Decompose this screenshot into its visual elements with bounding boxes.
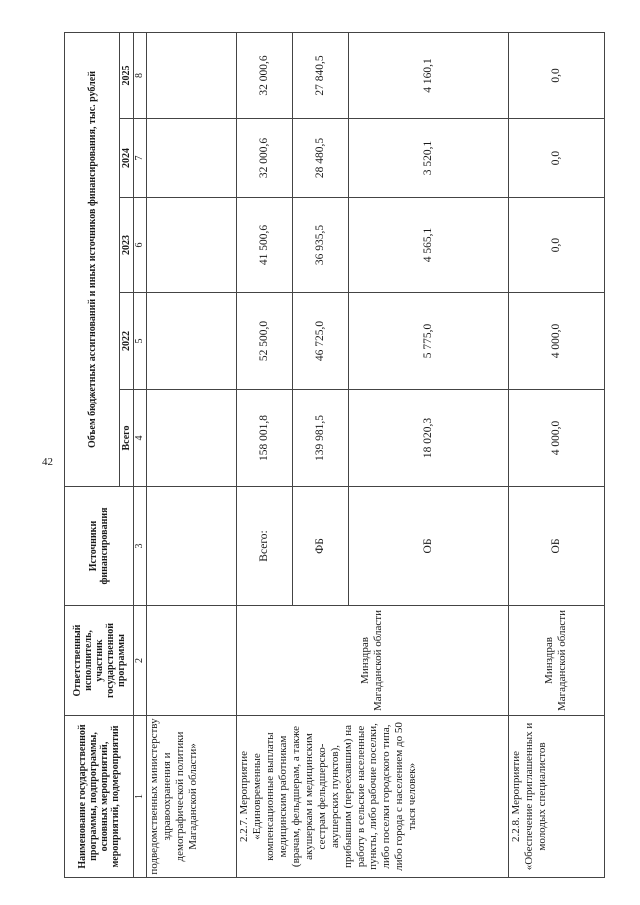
value-227-total-2024: 32 000,6	[236, 119, 292, 198]
value-227-total-2022: 52 500,0	[236, 293, 292, 390]
value-228-2025: 0,0	[508, 32, 604, 118]
value-227-ob-2024: 3 520,1	[348, 119, 508, 198]
rotated-table-container	[64, 33, 602, 878]
source-227-total: Всего:	[236, 487, 292, 606]
table-row-228	[508, 32, 604, 877]
empty-cell	[146, 293, 236, 390]
value-228-2022: 4 000,0	[508, 293, 604, 390]
value-227-ob-2025: 4 160,1	[348, 32, 508, 118]
value-227-total-2025: 32 000,6	[236, 32, 292, 118]
value-227-total-all: 158 001,8	[236, 390, 292, 487]
page-number: 42	[42, 456, 53, 468]
table-row-continuation	[146, 32, 236, 877]
source-227-fb: ФБ	[292, 487, 348, 606]
column-number: 1	[134, 716, 147, 878]
value-227-fb-2022: 46 725,0	[292, 293, 348, 390]
header-funding-source: Источники финансирования	[65, 487, 134, 606]
value-227-fb-2024: 28 480,5	[292, 119, 348, 198]
column-number: 8	[134, 32, 147, 118]
value-228-2023: 0,0	[508, 198, 604, 293]
executor-228: Минздрав Магаданской области	[508, 606, 604, 716]
header-funding-group: Объем бюджетных ассигнований и иных источников финансирования, тыс. рублей	[65, 32, 120, 486]
empty-cell	[146, 119, 236, 198]
source-227-ob: ОБ	[348, 487, 508, 606]
value-227-total-2023: 41 500,6	[236, 198, 292, 293]
header-year-total: Всего	[120, 390, 134, 487]
value-227-fb-2025: 27 840,5	[292, 32, 348, 118]
column-number: 7	[134, 119, 147, 198]
program-name-227: 2.2.7. Мероприятие «Единовременные компенсационные выплаты медицинским работникам (врачам, фельдшерам, а также акушеркам и медицинским сестрам фельдшерско-акушерских пунктов), прибывшим (переехавшим) на работу в сельские населенные пункты, либо рабочие поселки, либо поселки городского типа, либо города с населением до 50 тыся человек»	[236, 716, 508, 878]
value-227-ob-2022: 5 775,0	[348, 293, 508, 390]
column-number: 3	[134, 487, 147, 606]
empty-cell	[146, 198, 236, 293]
header-year-2022: 2022	[120, 293, 134, 390]
column-number: 2	[134, 606, 147, 716]
program-name-continuation: подведомственных министерству здравоохранения и демографической политики Магаданской области»	[146, 716, 236, 878]
header-executor: Ответственный исполнитель, участник государственной программы	[65, 606, 134, 716]
column-number: 5	[134, 293, 147, 390]
value-228-2024: 0,0	[508, 119, 604, 198]
source-228: ОБ	[508, 487, 604, 606]
value-227-ob-2023: 4 565,1	[348, 198, 508, 293]
table-row-227-total	[236, 32, 292, 877]
empty-cell	[146, 390, 236, 487]
column-number: 6	[134, 198, 147, 293]
empty-cell	[146, 487, 236, 606]
column-number: 4	[134, 390, 147, 487]
header-year-2024: 2024	[120, 119, 134, 198]
value-228-all: 4 000,0	[508, 390, 604, 487]
value-227-fb-all: 139 981,5	[292, 390, 348, 487]
funding-table	[64, 32, 605, 878]
empty-cell	[146, 606, 236, 716]
header-program-name: Наименование государственной программы, подпрограммы, основных мероприятий, мероприятий, подмероприятий	[65, 716, 134, 878]
value-227-fb-2023: 36 935,5	[292, 198, 348, 293]
header-year-2025: 2025	[120, 32, 134, 118]
program-name-228: 2.2.8. Мероприятие «Обеспечение приглашенных и молодых специалистов	[508, 716, 604, 878]
executor-227: Минздрав Магаданской области	[236, 606, 508, 716]
empty-cell	[146, 32, 236, 118]
value-227-ob-all: 18 020,3	[348, 390, 508, 487]
header-year-2023: 2023	[120, 198, 134, 293]
